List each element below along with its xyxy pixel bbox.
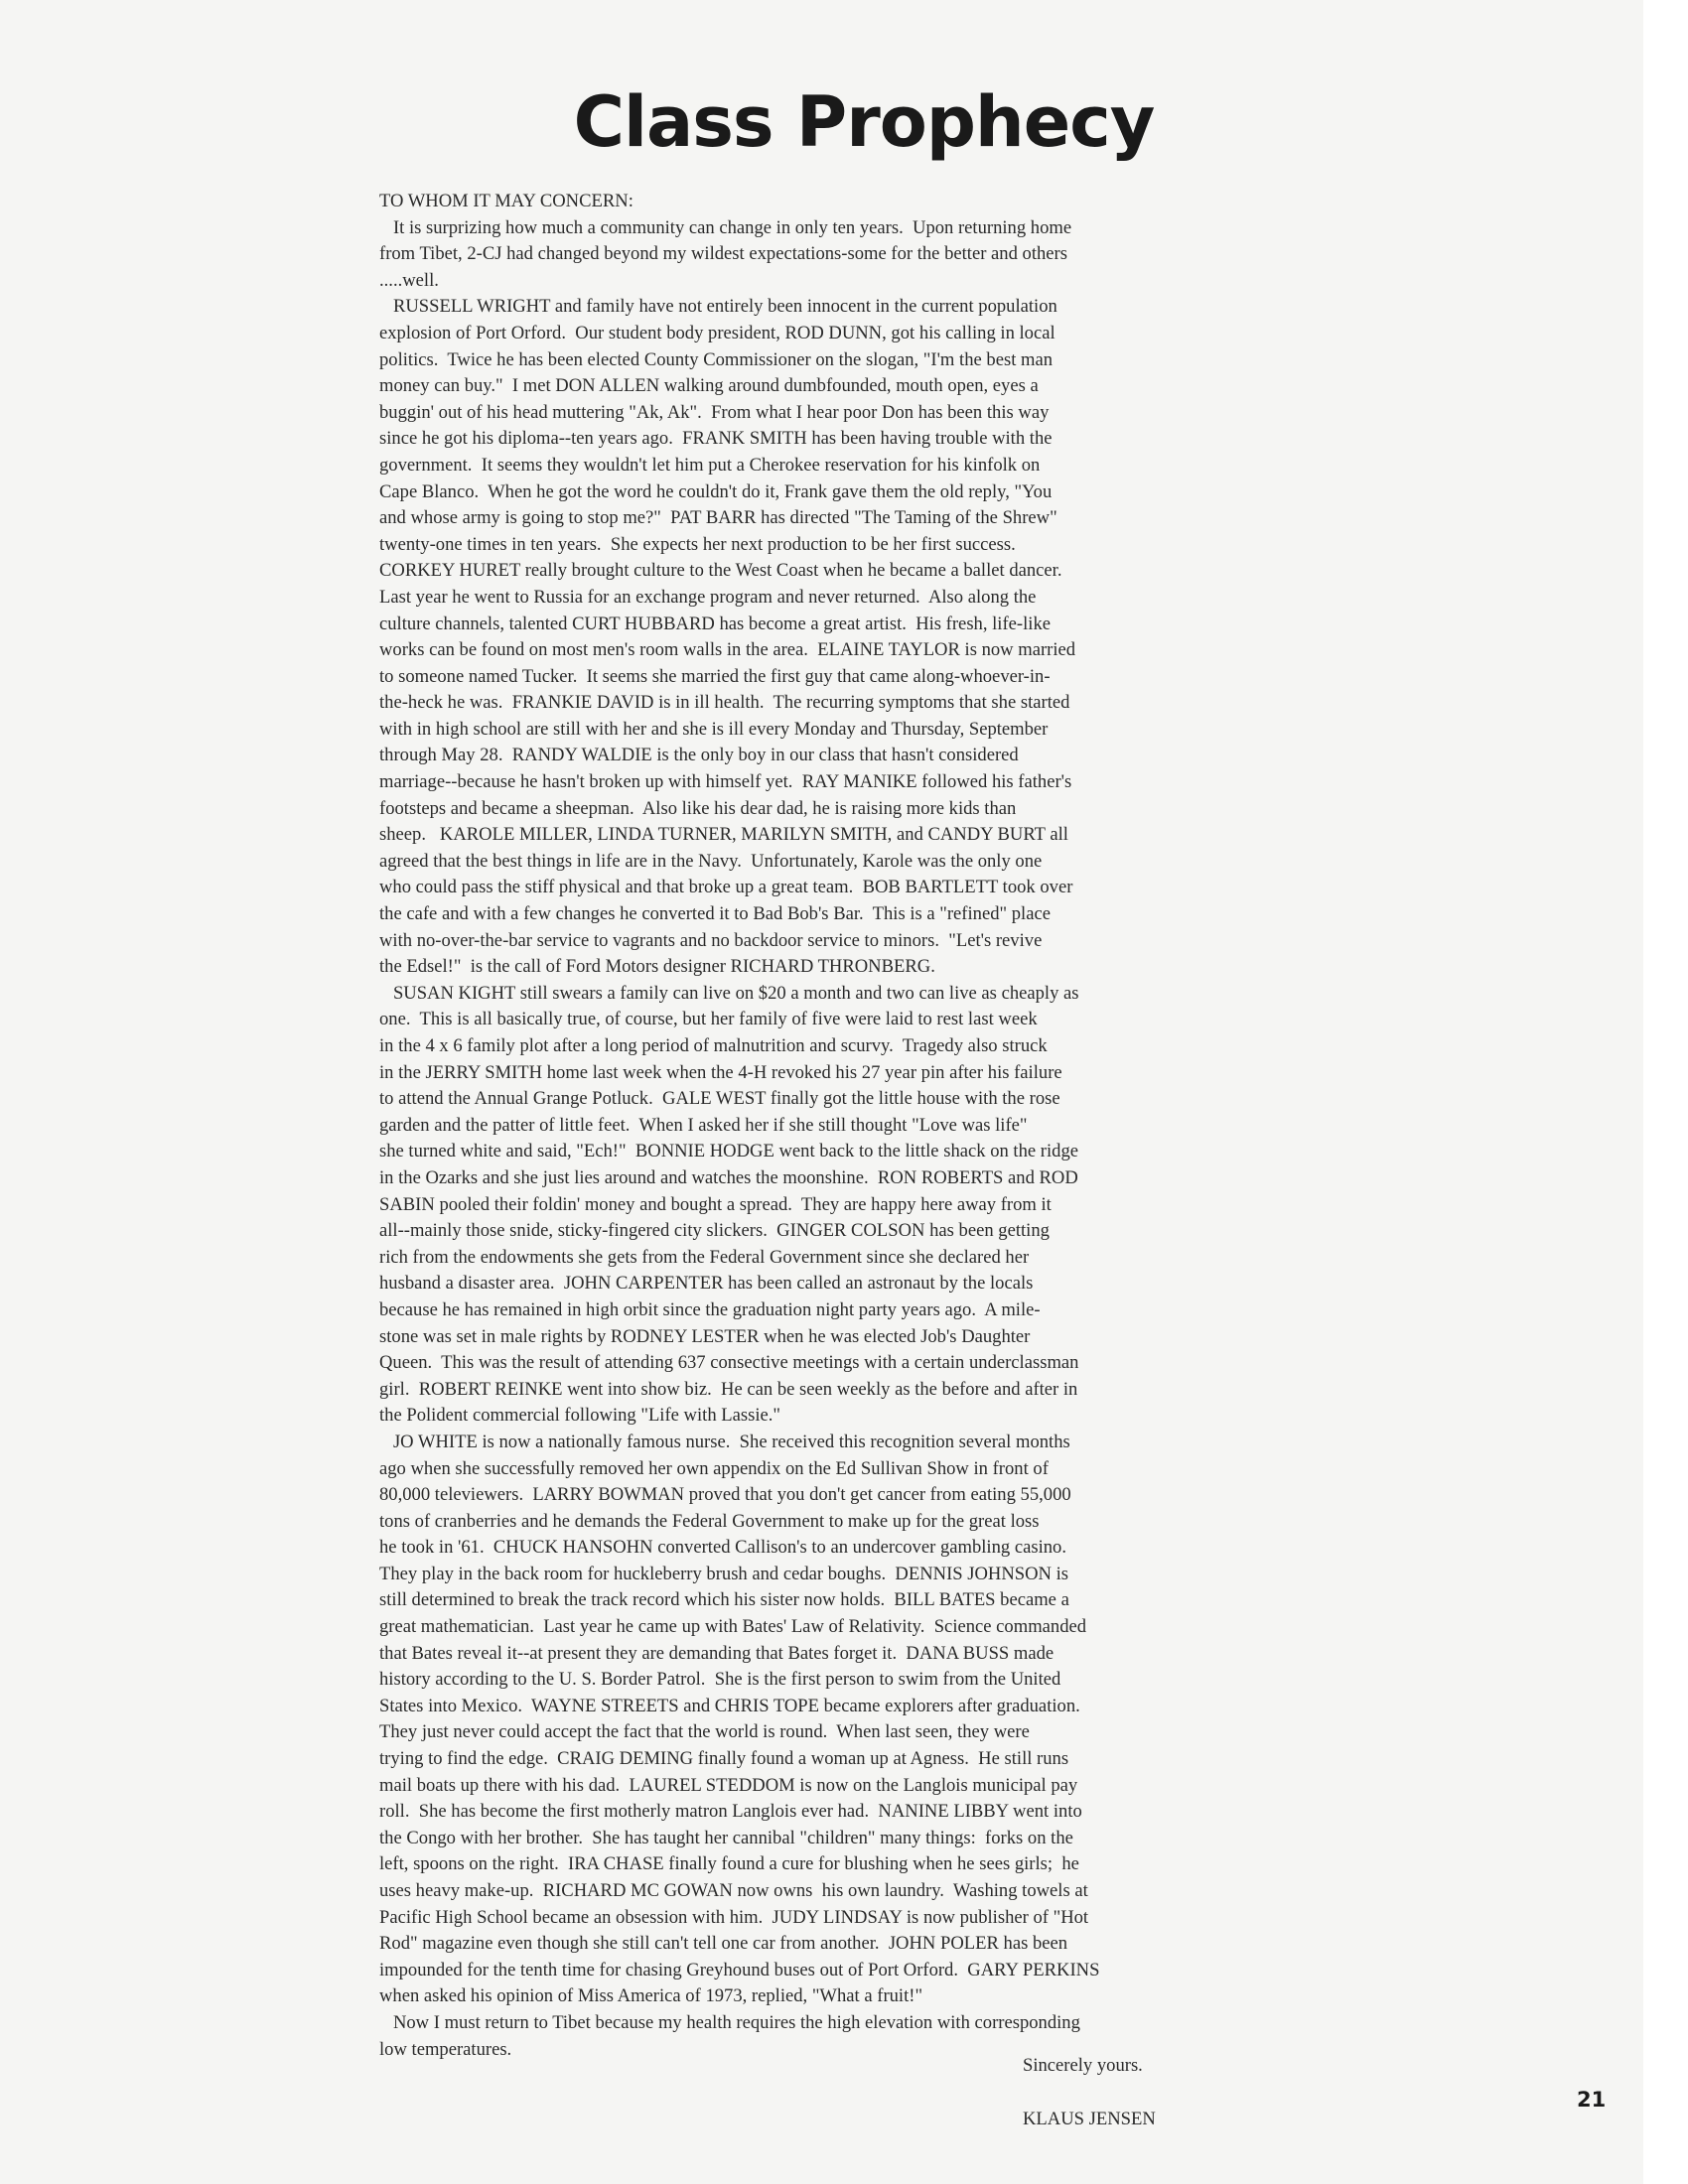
letter-line: rich from the endowments she gets from the Federal Government since she declared her [379,1246,1030,1268]
letter-line: with in high school are still with her and she is ill every Monday and Thursday, September [379,718,1049,740]
letter-line: impounded for the tenth time for chasing Greyhound buses out of Port Orford. GARY PERKINS [379,1959,1100,1980]
letter-line: still determined to break the track record which his sister now holds. BILL BATES became a [379,1589,1069,1611]
letter-line: They play in the back room for huckleberry brush and cedar boughs. DENNIS JOHNSON is [379,1563,1069,1584]
letter-line: footsteps and became a sheepman. Also like his dear dad, he is raising more kids than [379,797,1017,819]
letter-line: and whose army is going to stop me?" PAT BARR has directed "The Taming of the Shrew" [379,507,1057,529]
letter-line: all--mainly those snide, sticky-fingered city slickers. GINGER COLSON has been getting [379,1220,1050,1242]
letter-line: ago when she successfully removed her own appendix on the Ed Sullivan Show in front of [379,1457,1049,1479]
letter-line: in the 4 x 6 family plot after a long period of malnutrition and scurvy. Tragedy also struck [379,1035,1048,1056]
letter-line: low temperatures. [379,2038,512,2060]
letter-line: sheep. KAROLE MILLER, LINDA TURNER, MARILYN SMITH, and CANDY BURT all [379,824,1068,846]
letter-line: Last year he went to Russia for an exchange program and never returned. Also along the [379,586,1037,608]
letter-line: garden and the patter of little feet. When I asked her if she still thought "Love was life" [379,1114,1028,1136]
letter-line: 80,000 televiewers. LARRY BOWMAN proved that you don't get cancer from eating 55,000 [379,1484,1071,1506]
letter-line: uses heavy make-up. RICHARD MC GOWAN now owns his own laundry. Washing towels at [379,1880,1088,1901]
letter-line: States into Mexico. WAYNE STREETS and CHRIS TOPE became explorers after graduation. [379,1695,1080,1716]
letter-line: TO WHOM IT MAY CONCERN: [379,191,633,211]
letter-line: explosion of Port Orford. Our student body president, ROD DUNN, got his calling in local [379,322,1055,343]
letter-line: the cafe and with a few changes he converted it to Bad Bob's Bar. This is a "refined" place [379,903,1051,925]
letter-line: works can be found on most men's room walls in the area. ELAINE TAYLOR is now married [379,639,1076,661]
letter-line: JO WHITE is now a nationally famous nurse. She received this recognition several months [379,1431,1070,1452]
letter-line: one. This is all basically true, of course, but her family of five were laid to rest last week [379,1009,1038,1030]
letter-line: marriage--because he hasn't broken up with himself yet. RAY MANIKE followed his father's [379,771,1072,793]
letter-line: tons of cranberries and he demands the Federal Government to make up for the great loss [379,1510,1040,1532]
letter-line: They just never could accept the fact that the world is round. When last seen, they were [379,1721,1030,1743]
letter-line: Now I must return to Tibet because my health requires the high elevation with corresponding [379,2011,1080,2033]
letter-line: stone was set in male rights by RODNEY LESTER when he was elected Job's Daughter [379,1325,1031,1347]
letter-line: SABIN pooled their foldin' money and bought a spread. They are happy here away from it [379,1193,1052,1215]
letter-line: the Polident commercial following "Life with Lassie." [379,1405,781,1427]
letter-line: SUSAN KIGHT still swears a family can live on $20 a month and two can live as cheaply as [379,982,1079,1004]
letter-line: the Congo with her brother. She has taught her cannibal "children" many things: forks on the [379,1827,1073,1848]
letter-closing: Sincerely yours. [1023,2055,1143,2076]
letter-line: trying to find the edge. CRAIG DEMING finally found a woman up at Agness. He still runs [379,1748,1069,1770]
letter-line: she turned white and said, "Ech!" BONNIE HODGE went back to the little shack on the ridge [379,1141,1079,1162]
letter-line: agreed that the best things in life are in the Navy. Unfortunately, Karole was the only one [379,850,1043,872]
letter-line: Cape Blanco. When he got the word he couldn't do it, Frank gave them the old reply, "You [379,480,1053,502]
letter-line: since he got his diploma--ten years ago. FRANK SMITH has been having trouble with the [379,428,1053,450]
letter-line: .....well. [379,269,439,291]
letter-line: he took in '61. CHUCK HANSOHN converted Callison's to an undercover gambling casino. [379,1537,1066,1559]
letter-line: RUSSELL WRIGHT and family have not entirely been innocent in the current population [379,296,1057,318]
letter-line: culture channels, talented CURT HUBBARD has become a great artist. His fresh, life-like [379,613,1051,634]
letter-line: through May 28. RANDY WALDIE is the only boy in our class that hasn't considered [379,745,1019,766]
letter-line: from Tibet, 2-CJ had changed beyond my wildest expectations-some for the better and others [379,243,1067,265]
letter-line: It is surprizing how much a community can change in only ten years. Upon returning home [379,216,1072,238]
letter-signature: KLAUS JENSEN [1023,2109,1156,2129]
letter-line: the Edsel!" is the call of Ford Motors designer RICHARD THRONBERG. [379,956,935,978]
letter-line: with no-over-the-bar service to vagrants and no backdoor service to minors. "Let's revive [379,929,1043,951]
page-title: Class Prophecy [573,81,1155,163]
letter-line: husband a disaster area. JOHN CARPENTER has been called an astronaut by the locals [379,1273,1034,1295]
letter-body [379,189,1382,2063]
letter-line: government. It seems they wouldn't let him put a Cherokee reservation for his kinfolk on [379,454,1041,476]
letter-line: money can buy." I met DON ALLEN walking around dumbfounded, mouth open, eyes a [379,375,1039,397]
page-number: 21 [1577,2088,1607,2112]
letter-line: Pacific High School became an obsession with him. JUDY LINDSAY is now publisher of "Hot [379,1906,1089,1928]
letter-line: great mathematician. Last year he came up with Bates' Law of Relativity. Science commanded [379,1616,1087,1638]
letter-line: Queen. This was the result of attending 637 consective meetings with a certain underclassman [379,1352,1079,1374]
letter-line: because he has remained in high orbit since the graduation night party years ago. A mile- [379,1298,1041,1320]
letter-line: Rod" magazine even though she still can't tell one car from another. JOHN POLER has been [379,1933,1068,1955]
letter-line: when asked his opinion of Miss America of 1973, replied, "What a fruit!" [379,1985,923,2007]
letter-line: girl. ROBERT REINKE went into show biz. He can be seen weekly as the before and after in [379,1378,1078,1400]
letter-line: history according to the U. S. Border Patrol. She is the first person to swim from the United [379,1669,1061,1691]
letter-line: in the Ozarks and she just lies around and watches the moonshine. RON ROBERTS and ROD [379,1166,1078,1188]
letter-line: mail boats up there with his dad. LAUREL STEDDOM is now on the Langlois municipal pay [379,1774,1078,1796]
letter-line: roll. She has become the first motherly matron Langlois ever had. NANINE LIBBY went into [379,1801,1082,1823]
letter-line: to someone named Tucker. It seems she married the first guy that came along-whoever-in- [379,665,1051,687]
letter-line: to attend the Annual Grange Potluck. GALE WEST finally got the little house with the rose [379,1088,1060,1110]
letter-line: that Bates reveal it--at present they are demanding that Bates forget it. DANA BUSS made [379,1642,1055,1664]
letter-line: left, spoons on the right. IRA CHASE finally found a cure for blushing when he sees girls; he [379,1853,1079,1875]
letter-line: buggin' out of his head muttering "Ak, Ak". From what I hear poor Don has been this way [379,401,1050,423]
letter-line: the-heck he was. FRANKIE DAVID is in ill health. The recurring symptoms that she started [379,692,1070,714]
letter-line: CORKEY HURET really brought culture to the West Coast when he became a ballet dancer. [379,560,1062,582]
letter-line: who could pass the stiff physical and that broke up a great team. BOB BARTLETT took over [379,877,1073,898]
letter-line: politics. Twice he has been elected County Commissioner on the slogan, "I'm the best man [379,348,1054,370]
letter-line: twenty-one times in ten years. She expects her next production to be her first success. [379,533,1016,555]
letter-line: in the JERRY SMITH home last week when the 4-H revoked his 27 year pin after his failure [379,1061,1062,1083]
